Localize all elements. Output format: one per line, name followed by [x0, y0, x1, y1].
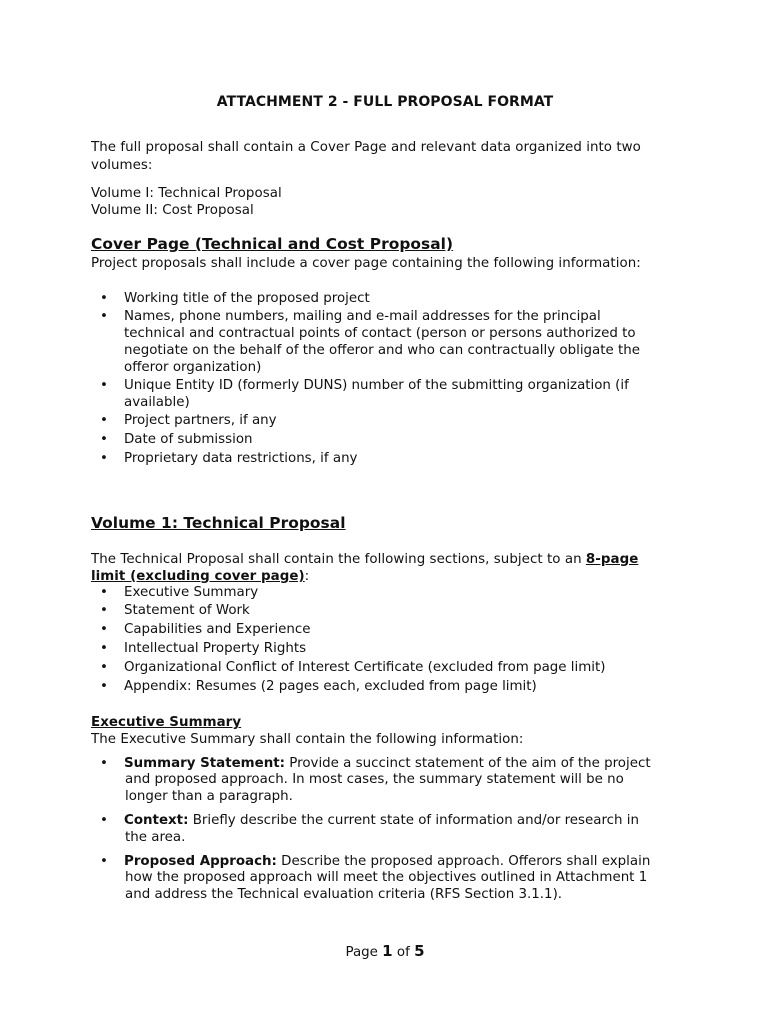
bullet-icon: • — [100, 603, 108, 618]
list-item-continuation: and proposed approach. In most cases, the summary statement will be no — [125, 772, 624, 787]
page-title: ATTACHMENT 2 - FULL PROPOSAL FORMAT — [216, 94, 554, 110]
volume-2-label: Volume II: Cost Proposal — [91, 203, 254, 218]
bullet-icon: • — [100, 813, 108, 828]
bullet-icon: • — [100, 378, 108, 393]
item-label: Context: — [124, 813, 189, 828]
page-footer — [0, 942, 770, 962]
bullet-icon: • — [100, 451, 108, 466]
executive-summary-intro: The Executive Summary shall contain the following information: — [91, 732, 524, 747]
page-label: Page — [345, 945, 378, 960]
item-label: Proposed Approach: — [124, 854, 277, 869]
of-label: of — [396, 945, 410, 960]
technical-intro-line-2: limit (excluding cover page): — [91, 569, 310, 584]
bullet-icon: • — [100, 854, 108, 869]
bullet-icon: • — [100, 585, 108, 600]
bullet-icon: • — [100, 622, 108, 637]
page-limit-emphasis: 8-page — [585, 552, 639, 567]
list-item-continuation: how the proposed approach will meet the objectives outlined in Attachment 1 — [125, 870, 648, 885]
bullet-icon: • — [100, 660, 108, 675]
bullet-icon: • — [100, 756, 108, 771]
executive-summary-heading: Executive Summary — [91, 715, 242, 730]
bullet-icon: • — [100, 432, 108, 447]
item-label: Summary Statement: — [124, 756, 286, 771]
bullet-icon: • — [100, 309, 108, 324]
intro-line-1: The full proposal shall contain a Cover Page and relevant data organized into two — [91, 140, 641, 155]
list-item-continuation: negotiate on the behalf of the offeror and who can contractually obligate the — [124, 343, 640, 358]
bullet-icon: • — [100, 641, 108, 656]
technical-intro-line-1: The Technical Proposal shall contain the following sections, subject to an 8-page — [91, 552, 639, 567]
list-item-continuation: technical and contractual points of contact (person or persons authorized to — [124, 326, 636, 341]
bullet-icon: • — [100, 679, 108, 694]
cover-page-heading: Cover Page (Technical and Cost Proposal) — [91, 235, 454, 253]
list-item-continuation: offeror organization) — [124, 360, 262, 375]
intro-line-2: volumes: — [91, 158, 153, 173]
cover-page-intro: Project proposals shall include a cover page containing the following information: — [91, 256, 641, 271]
page-number: 1 — [382, 942, 393, 960]
list-item-continuation: available) — [124, 395, 190, 410]
volume-1-label: Volume I: Technical Proposal — [91, 186, 282, 201]
total-pages: 5 — [414, 942, 425, 960]
page-limit-emphasis: limit (excluding cover page) — [91, 569, 305, 584]
bullet-icon: • — [100, 413, 108, 428]
technical-proposal-heading: Volume 1: Technical Proposal — [91, 514, 346, 532]
list-item-continuation: the area. — [125, 830, 186, 845]
list-item-continuation: longer than a paragraph. — [125, 789, 293, 804]
document-page: ATTACHMENT 2 - FULL PROPOSAL FORMAT The full proposal shall contain a Cover Page and relevant data organized into two volumes: Volume I: Technical Proposal Volume II: Cost Proposal Cover Page (Technical and Cost Proposal) Project proposals shall include a cover page containing the following information: • Working title of the proposed project • Names, phone numbers, mailing and e-mail addresses for the principal technical and contractual points of contact (person or persons authorized to negotiate on the behalf of the offeror and who can contractually obligate the offeror organization) • Unique Entity ID (formerly DUNS) number of the submitting organization (if available) • Project partners, if any • Date of submission • Proprietary data restrictions, if any Volume 1: Technical Proposal The Technical Proposal shall contain the following sections, subject to an 8-page limit (excluding cover page): • Executive Summary • Statement of Work • Capabilities and Experience • Intellectual Property Rights • Organizational Conflict of Interest Certificate (excluded from page limit) • Appendix: Resumes (2 pages each, excluded from page limit) Executive Summary The Executive Summary shall contain the following information: • Summary Statement: Provide a succinct statement of the aim of the project and proposed approach. In most cases, the summary statement will be no longer than a paragraph. • Context: Briefly describe the current state of information and/or research in the area. • Proposed Approach: Describe the proposed approach. Offerors shall explain how the proposed approach will meet the objectives outlined in Attachment 1 and address the Technical evaluation criteria (RFS Section 3.1.1). Page 1 of 5 — [0, 0, 770, 1024]
list-item-continuation: and address the Technical evaluation criteria (RFS Section 3.1.1). — [125, 887, 563, 902]
bullet-icon: • — [100, 291, 108, 306]
